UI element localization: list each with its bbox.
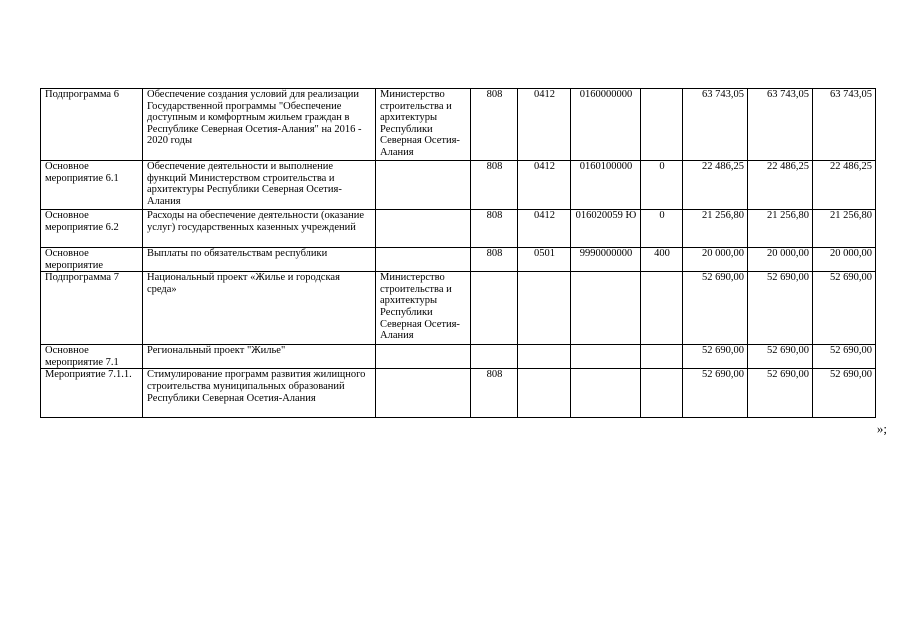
table-row [41,272,876,345]
row-name: Подпрограмма 6 [41,89,143,161]
row-csr: 0160100000 [571,161,641,210]
row-csr: 0160000000 [571,89,641,161]
row-executor: Министерство строительства и архитектуры Республики Северная Осетия-Алания [376,272,471,345]
row-year1: 21 256,80 [683,210,748,248]
row-vr [641,272,683,345]
row-year3: 22 486,25 [813,161,876,210]
row-year1: 52 690,00 [683,272,748,345]
row-rzpr [518,272,571,345]
row-grbs [471,345,518,369]
row-executor [376,210,471,248]
row-year3: 52 690,00 [813,369,876,418]
row-description: Обеспечение деятельности и выполнение функций Министерством строительства и архитектуры Республики Северная Осетия-Алания [143,161,376,210]
row-rzpr [518,369,571,418]
row-description: Расходы на обеспечение деятельности (оказание услуг) государственных казенных учреждений [143,210,376,248]
row-csr [571,272,641,345]
row-year2: 52 690,00 [748,345,813,369]
row-name: Основное мероприятие 7.1 [41,345,143,369]
row-year2: 20 000,00 [748,248,813,272]
row-rzpr [518,345,571,369]
row-grbs: 808 [471,89,518,161]
row-year2: 52 690,00 [748,272,813,345]
row-vr: 0 [641,161,683,210]
row-year1: 52 690,00 [683,345,748,369]
table-row [41,161,876,210]
row-grbs: 808 [471,161,518,210]
row-vr [641,89,683,161]
row-vr: 400 [641,248,683,272]
row-grbs: 808 [471,210,518,248]
row-vr [641,345,683,369]
row-name: Основное мероприятие 6.2 [41,210,143,248]
row-executor [376,369,471,418]
row-rzpr: 0501 [518,248,571,272]
row-year3: 20 000,00 [813,248,876,272]
table-row [41,210,876,248]
row-executor [376,161,471,210]
row-grbs: 808 [471,248,518,272]
row-csr: 016020059 Ю [571,210,641,248]
row-grbs: 808 [471,369,518,418]
row-rzpr: 0412 [518,210,571,248]
row-vr [641,369,683,418]
row-description: Стимулирование программ развития жилищного строительства муниципальных образований Республики Северная Осетия-Алания [143,369,376,418]
row-name: Основное мероприятие [41,248,143,272]
row-executor [376,248,471,272]
row-csr [571,369,641,418]
table-row [41,89,876,161]
row-year1: 22 486,25 [683,161,748,210]
row-year3: 63 743,05 [813,89,876,161]
row-year1: 63 743,05 [683,89,748,161]
row-year2: 63 743,05 [748,89,813,161]
row-year3: 21 256,80 [813,210,876,248]
row-description: Региональный проект "Жилье" [143,345,376,369]
row-executor [376,345,471,369]
row-year2: 52 690,00 [748,369,813,418]
row-year2: 22 486,25 [748,161,813,210]
row-year3: 52 690,00 [813,272,876,345]
row-csr [571,345,641,369]
row-description: Обеспечение создания условий для реализации Государственной программы "Обеспечение доступным и комфортным жильем граждан в Республике Северная Осетия-Алания" на 2016 - 2020 годы [143,89,376,161]
budget-table [40,88,876,418]
table-row [41,369,876,418]
row-year3: 52 690,00 [813,345,876,369]
row-name: Основное мероприятие 6.1 [41,161,143,210]
row-year2: 21 256,80 [748,210,813,248]
row-grbs [471,272,518,345]
row-year1: 52 690,00 [683,369,748,418]
row-rzpr: 0412 [518,161,571,210]
row-csr: 9990000000 [571,248,641,272]
row-vr: 0 [641,210,683,248]
row-executor: Министерство строительства и архитектуры Республики Северная Осетия-Алания [376,89,471,161]
row-name: Мероприятие 7.1.1. [41,369,143,418]
row-name: Подпрограмма 7 [41,272,143,345]
row-year1: 20 000,00 [683,248,748,272]
table-row [41,248,876,272]
row-rzpr: 0412 [518,89,571,161]
row-description: Выплаты по обязательствам республики [143,248,376,272]
table-row [41,345,876,369]
closing-quote-mark: »; [876,421,887,436]
row-description: Национальный проект «Жилье и городская среда» [143,272,376,345]
